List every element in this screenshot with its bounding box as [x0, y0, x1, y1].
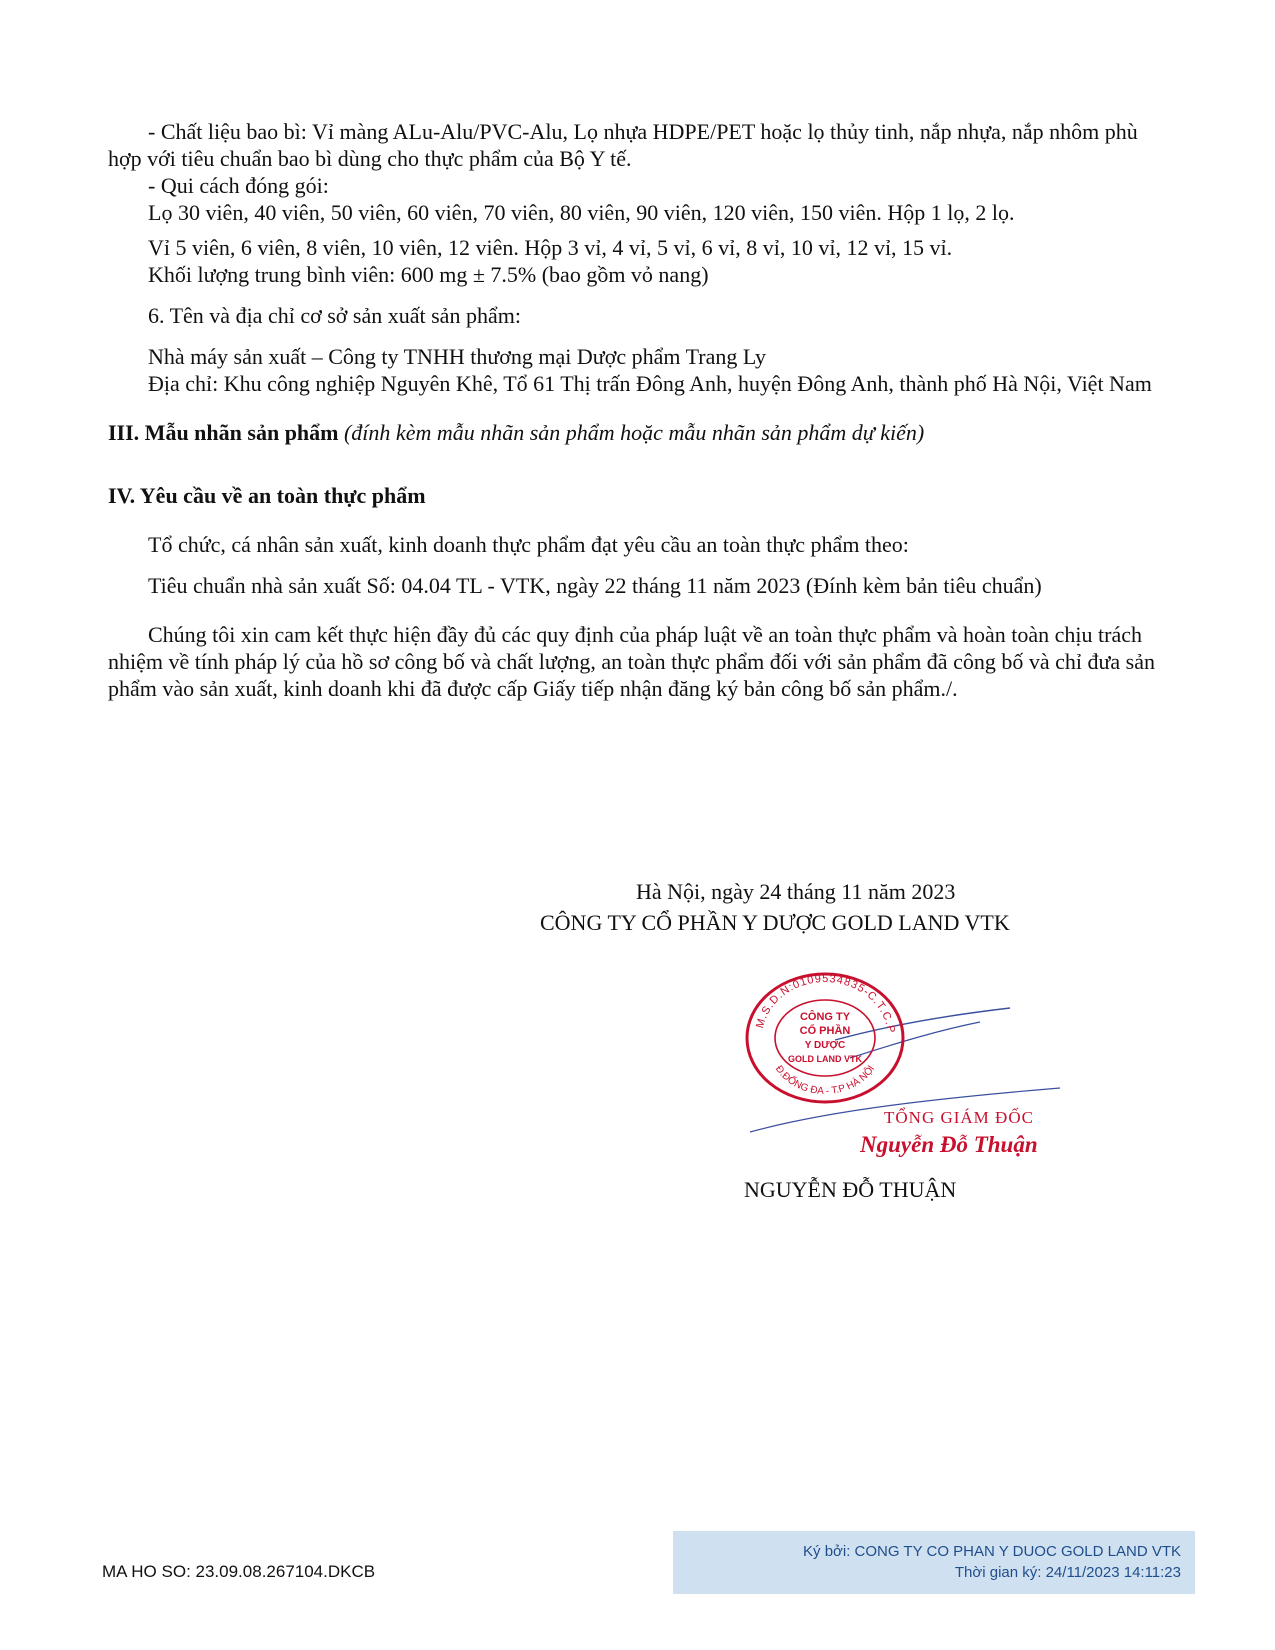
- packing-blister-text: Vỉ 5 viên, 6 viên, 8 viên, 10 viên, 12 viên. Hộp 3 vỉ, 4 vỉ, 5 vỉ, 6 vỉ, 8 vỉ, 10 vỉ, 12 vỉ, 15 vỉ.: [148, 235, 953, 260]
- seal-ring-text: M.S.D.N:0109534835-C.T.C.P: [753, 972, 897, 1035]
- stamp-and-signature: [740, 970, 1070, 1160]
- document-body: [108, 118, 1158, 702]
- packaging-material-text: - Chất liệu bao bì: Vỉ màng ALu-Alu/PVC-Alu, Lọ nhựa HDPE/PET hoặc lọ thủy tinh, nắp nhựa, nắp nhôm phù hợp với tiêu chuẩn bao bì dùng cho thực phẩm của Bộ Y tế.: [108, 119, 1138, 171]
- section4-intro: Tổ chức, cá nhân sản xuất, kinh doanh thực phẩm đạt yêu cầu an toàn thực phẩm theo:: [148, 532, 909, 557]
- section3-note: (đính kèm mẫu nhãn sản phẩm hoặc mẫu nhãn sản phẩm dự kiến): [343, 420, 925, 445]
- packing-spec-label: - Qui cách đóng gói:: [148, 173, 329, 198]
- section3-title: III. Mẫu nhãn sản phẩm: [108, 420, 339, 445]
- svg-text:Đ.ĐỐNG ĐA - T.P HÀ NỘI: [773, 1064, 877, 1097]
- company-name: CÔNG TY CỔ PHẦN Y DƯỢC GOLD LAND VTK: [540, 910, 1010, 935]
- seal-line-3: Y DƯỢC: [804, 1040, 846, 1051]
- company-seal: [740, 970, 910, 1105]
- signer-script-name: Nguyễn Đỗ Thuận: [860, 1132, 1038, 1157]
- seal-line-2: CỔ PHẦN: [799, 1025, 851, 1037]
- section3-heading: [108, 419, 1158, 446]
- address-text: Địa chỉ: Khu công nghiệp Nguyên Khê, Tổ 61 Thị trấn Đông Anh, huyện Đông Anh, thành phố Hà Nội, Việt Nam: [148, 371, 1152, 396]
- packing-bottle-text: Lọ 30 viên, 40 viên, 50 viên, 60 viên, 70 viên, 80 viên, 90 viên, 120 viên, 150 viên. Hộp 1 lọ, 2 lọ.: [148, 200, 1015, 225]
- document-code: MA HO SO: 23.09.08.267104.DKCB: [102, 1562, 376, 1581]
- place-date: Hà Nội, ngày 24 tháng 11 năm 2023: [636, 879, 956, 904]
- signed-by-text: Ký bởi: CONG TY CO PHAN Y DUOC GOLD LAND VTK: [803, 1543, 1181, 1560]
- seal-line-4: GOLD LAND VTK: [788, 1054, 862, 1064]
- signature-header: [540, 876, 1160, 938]
- signer-title: TỔNG GIÁM ĐỐC: [884, 1108, 1034, 1127]
- signed-time-text: Thời gian ký: 24/11/2023 14:11:23: [954, 1564, 1181, 1581]
- seal-line-1: CÔNG TY: [799, 1011, 851, 1023]
- commitment-text: Chúng tôi xin cam kết thực hiện đầy đủ các quy định của pháp luật về an toàn thực phẩm và hoàn toàn chịu trách nhiệm về tính pháp lý của hồ sơ công bố và chất lượng, an toàn thực phẩm đối với sản phẩm đã công bố và chỉ đưa sản phẩm vào sản xuất, kinh doanh khi đã được cấp Giấy tiếp nhận đăng ký bản công bố sản phẩm./.: [108, 622, 1155, 701]
- section6-title: 6. Tên và địa chỉ cơ sở sản xuất sản phẩm:: [148, 303, 521, 328]
- seal-bottom-text: Đ.ĐỐNG ĐA - T.P HÀ NỘI: [772, 1063, 878, 1098]
- signer-name: NGUYỄN ĐỖ THUẬN: [744, 1177, 957, 1202]
- avg-weight-text: Khối lượng trung bình viên: 600 mg ± 7.5% (bao gồm vỏ nang): [148, 262, 709, 287]
- factory-text: Nhà máy sản xuất – Công ty TNHH thương mại Dược phẩm Trang Ly: [148, 344, 767, 369]
- section4-standard: Tiêu chuẩn nhà sản xuất Số: 04.04 TL - VTK, ngày 22 tháng 11 năm 2023 (Đính kèm bản tiêu chuẩn): [148, 573, 1042, 598]
- section4-title: IV. Yêu cầu về an toàn thực phẩm: [108, 483, 426, 508]
- digital-signature-box: [673, 1531, 1195, 1594]
